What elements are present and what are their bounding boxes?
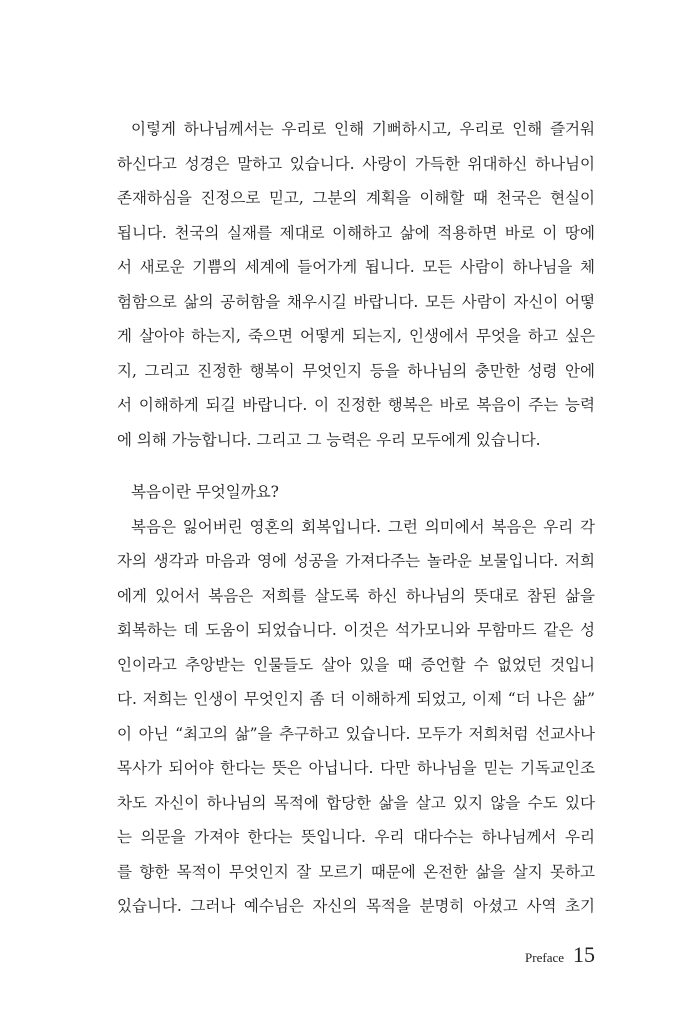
page-footer: [525, 942, 595, 968]
text-line: 는 의문을 가져야 한다는 뜻입니다. 우리 대다수는 하나님께서 우리: [117, 828, 595, 846]
text-line: 를 향한 목적이 무엇인지 잘 모르기 때문에 온전한 삶을 살지 못하고: [117, 862, 595, 881]
text-line: 게 살아야 하는지, 죽으면 어떻게 되는지, 인생에서 무엇을 하고 싶은: [117, 327, 595, 345]
text-line: 존재하심을 진정으로 믿고, 그분의 계획을 이해할 때 천국은 현실이: [117, 189, 595, 207]
text-line: 인이라고 추앙받는 인물들도 살아 있을 때 증언할 수 없었던 것입니: [117, 655, 595, 674]
text-line: 다. 저희는 인생이 무엇인지 좀 더 이해하게 되었고, 이제 “더 나은 삶”: [117, 690, 595, 708]
text-line: 차도 자신이 하나님의 목적에 합당한 삶을 살고 있지 않을 수도 있다: [117, 793, 595, 812]
running-footer-label: Preface: [525, 950, 564, 965]
section-question: 복음이란 무엇일까요?: [131, 483, 279, 501]
text-line: 자의 생각과 마음과 영에 성공을 가져다주는 놀라운 보물입니다. 저희: [117, 552, 595, 570]
text-line: 이렇게 하나님께서는 우리로 인해 기뻐하시고, 우리로 인해 즐거워: [131, 120, 595, 138]
text-line: 지, 그리고 진정한 행복이 무엇인지 등을 하나님의 충만한 성령 안에: [117, 361, 595, 380]
text-line: 서 새로운 기쁨의 세계에 들어가게 됩니다. 모든 사람이 하나님을 체: [117, 258, 595, 276]
text-line: 에게 있어서 복음은 저희를 살도록 하신 하나님의 뜻대로 참된 삶을: [117, 586, 595, 605]
text-line: 에 의해 가능합니다. 그리고 그 능력은 우리 모두에게 있습니다.: [117, 430, 541, 449]
text-line: 복음은 잃어버린 영혼의 회복입니다. 그런 의미에서 복음은 우리 각: [131, 517, 595, 536]
text-line: 험함으로 삶의 공허함을 채우시길 바랍니다. 모든 사람이 자신이 어떻: [117, 292, 595, 311]
text-line: 됩니다. 천국의 실재를 제대로 이해하고 삶에 적용하면 바로 이 땅에: [117, 223, 595, 242]
paragraph-grace: [117, 112, 595, 457]
paragraph-gospel: [117, 475, 595, 924]
text-line: 이 아닌 “최고의 삶”을 추구하고 있습니다. 모두가 저희처럼 선교사나: [117, 724, 595, 743]
page-number: 15: [573, 942, 595, 967]
text-line: 목사가 되어야 한다는 뜻은 아닙니다. 다만 하나님을 믿는 기독교인조: [117, 759, 595, 777]
text-line: 있습니다. 그러나 예수님은 자신의 목적을 분명히 아셨고 사역 초기: [117, 897, 595, 915]
text-line: 회복하는 데 도움이 되었습니다. 이것은 석가모니와 무함마드 같은 성: [117, 621, 595, 639]
text-line: 서 이해하게 되길 바랍니다. 이 진정한 행복은 바로 복음이 주는 능력: [117, 396, 595, 414]
text-line: 하신다고 성경은 말하고 있습니다. 사랑이 가득한 위대하신 하나님이: [117, 154, 595, 173]
